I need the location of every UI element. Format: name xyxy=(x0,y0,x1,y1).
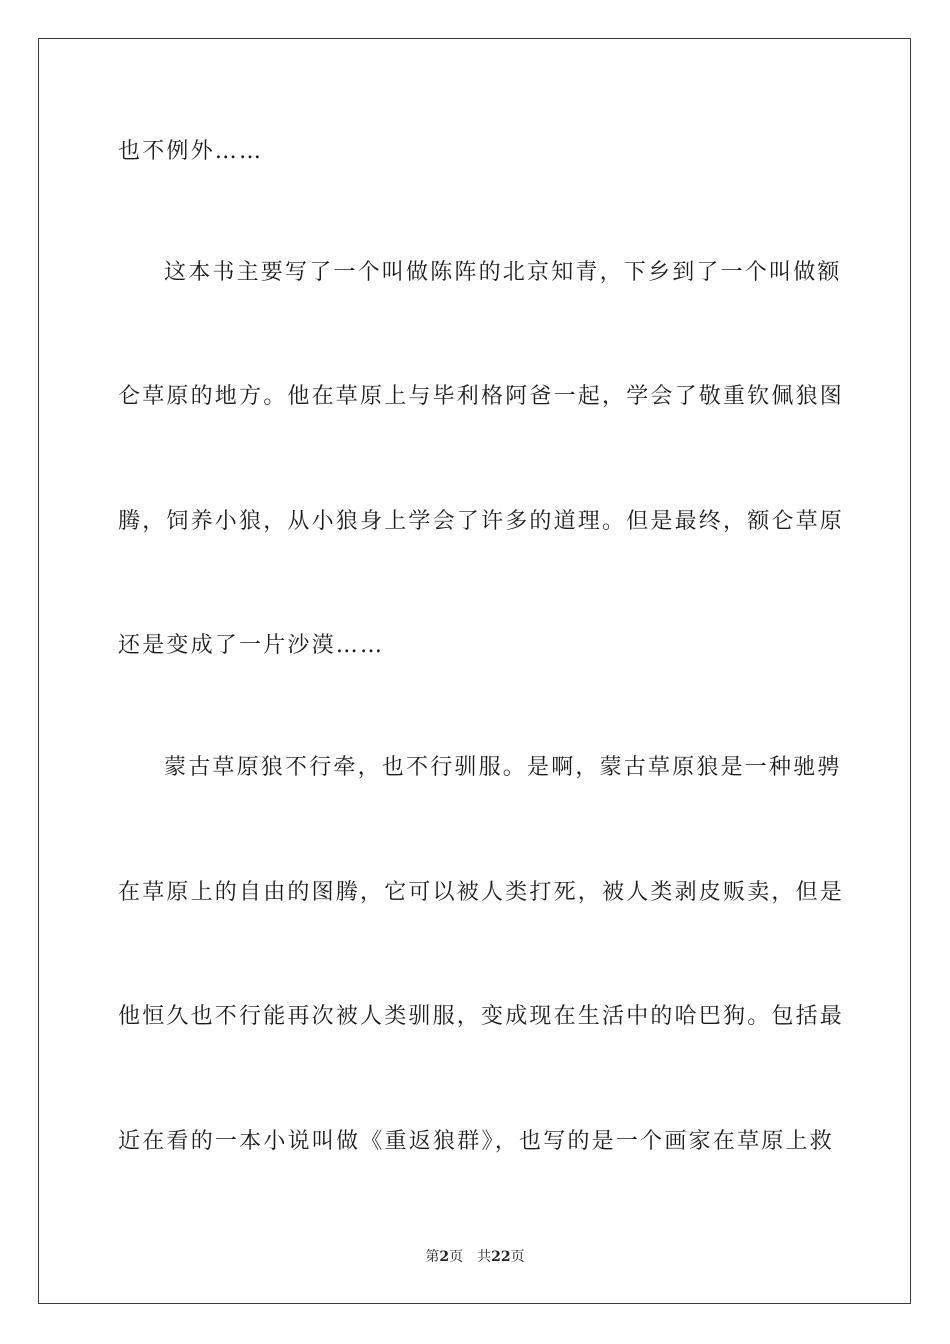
paragraph-line-3: 仑草原的地方。他在草原上与毕利格阿爸一起，学会了敬重钦佩狼图 xyxy=(118,384,845,409)
paragraph-line-7: 在草原上的自由的图腾，它可以被人类打死，被人类剥皮贩卖，但是 xyxy=(118,880,845,905)
page-prefix: 第 xyxy=(425,1249,440,1265)
total-prefix: 共 xyxy=(477,1249,492,1265)
paragraph-line-9: 近在看的一本小说叫做《重返狼群》，也写的是一个画家在草原上救 xyxy=(118,1129,834,1154)
paragraph-line-4: 腾，饲养小狼，从小狼身上学会了许多的道理。但是最终，额仑草原 xyxy=(118,509,845,534)
paragraph-line-1: 也不例外…… xyxy=(118,139,264,164)
page-footer xyxy=(0,1248,950,1266)
paragraph-line-2: 这本书主要写了一个叫做陈阵的北京知青，下乡到了一个叫做额 xyxy=(164,260,842,285)
paragraph-line-8: 他恒久也不行能再次被人类驯服，变成现在生活中的哈巴狗。包括最 xyxy=(118,1004,845,1029)
paragraph-line-6: 蒙古草原狼不行牵，也不行驯服。是啊，蒙古草原狼是一种驰骋 xyxy=(164,755,842,780)
total-pages: 22 xyxy=(491,1249,511,1265)
page-number: 2 xyxy=(439,1249,450,1265)
paragraph-line-5: 还是变成了一片沙漠…… xyxy=(118,633,385,658)
page-border xyxy=(38,38,911,1304)
page-suffix: 页 xyxy=(449,1249,464,1265)
total-suffix: 页 xyxy=(510,1249,525,1265)
